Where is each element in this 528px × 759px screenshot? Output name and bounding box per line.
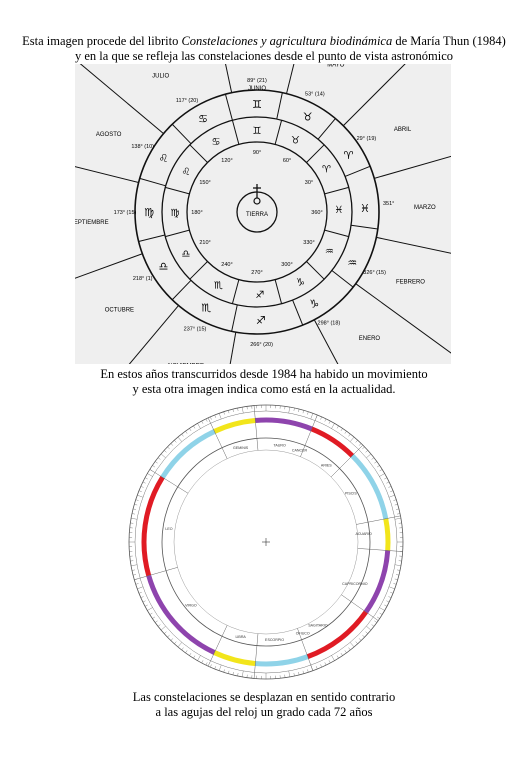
degree-tick	[348, 434, 350, 436]
degree-tick	[329, 660, 330, 663]
degree-tick	[362, 447, 364, 449]
degree-tick	[242, 671, 243, 677]
zodiac-glyph-inner: ♐	[255, 289, 265, 301]
degree-tick	[167, 447, 169, 449]
degree-tick	[337, 426, 339, 429]
sign-divider	[306, 145, 324, 163]
degree-tick	[131, 518, 137, 519]
element-arc-earth	[149, 576, 215, 653]
degree-tick	[303, 671, 304, 674]
degree-tick	[366, 454, 371, 458]
degree-tick	[198, 655, 201, 660]
outer-degree-label: 351°	[382, 200, 395, 207]
inner-degree-label: 60°	[282, 158, 292, 165]
degree-tick	[395, 565, 401, 566]
degree-tick	[341, 428, 343, 430]
earth-symbol	[254, 198, 260, 204]
degree-tick	[161, 454, 166, 458]
degree-tick	[395, 518, 401, 519]
constellation-label: LIBRA	[235, 635, 246, 640]
degree-tick	[132, 514, 135, 515]
degree-tick	[171, 638, 173, 640]
constellation-divider	[225, 94, 232, 120]
constellation-boundary	[356, 516, 400, 525]
degree-tick	[390, 491, 393, 492]
degree-tick	[133, 509, 136, 510]
degree-tick	[366, 626, 371, 630]
month-label: MARZO	[414, 205, 436, 212]
month-label: AGOSTO	[95, 132, 122, 139]
degree-tick	[359, 638, 361, 640]
zodiac-glyph: ♑	[309, 298, 320, 311]
caption-bottom	[0, 690, 528, 720]
degree-tick	[189, 653, 191, 655]
degree-tick	[202, 660, 203, 663]
degree-tick	[388, 597, 391, 598]
degree-tick	[321, 664, 322, 667]
degree-tick	[356, 440, 358, 442]
degree-tick	[224, 669, 225, 672]
zodiac-glyph-inner: ♉	[291, 135, 300, 147]
degree-tick	[164, 450, 166, 452]
zodiac-glyph-inner: ♌	[181, 167, 191, 178]
degree-tick	[174, 642, 176, 644]
zodiac-glyph: ♐	[255, 314, 266, 327]
degree-tick	[384, 478, 387, 479]
degree-tick	[395, 579, 398, 580]
degree-tick	[206, 419, 207, 422]
degree-tick	[141, 486, 144, 487]
zodiac-glyph-inner: ♊	[252, 126, 262, 137]
month-divider	[287, 64, 320, 94]
inner-degree-label: 360°	[311, 210, 323, 216]
sign-divider	[275, 280, 281, 304]
constellation-label: SAGITARIO	[308, 623, 328, 628]
sign-divider	[325, 230, 349, 236]
degree-tick	[294, 408, 295, 411]
month-divider	[203, 64, 232, 93]
degree-tick	[185, 431, 187, 433]
degree-tick	[219, 413, 221, 419]
zodiac-glyph: ♍	[144, 207, 154, 219]
degree-tick	[145, 478, 148, 479]
month-divider	[374, 140, 451, 178]
month-divider	[356, 284, 451, 364]
constellation-label: LEO	[165, 526, 173, 531]
outer-degree-label: 326° (15)	[363, 269, 386, 276]
degree-tick	[332, 655, 335, 660]
degree-tick	[366, 632, 368, 634]
constellation-divider	[277, 93, 283, 119]
current-constellation-wheel	[118, 402, 414, 682]
outer-degree-label: 89° (21)	[247, 78, 267, 84]
degree-tick	[345, 650, 347, 652]
constellation-label: ESCORPIO	[265, 638, 285, 643]
zodiac-glyph: ♈	[343, 149, 354, 162]
constellation-divider	[232, 305, 238, 331]
element-arc-water	[163, 431, 215, 477]
degree-tick	[171, 443, 173, 445]
degree-tick	[141, 597, 144, 598]
degree-tick	[380, 613, 383, 615]
zodiac-glyph: ♎	[158, 261, 169, 273]
book-title: Constelaciones y agricultura biodinámica	[181, 34, 393, 48]
degree-tick	[174, 440, 176, 442]
degree-tick	[139, 491, 142, 492]
degree-tick	[164, 632, 166, 634]
degree-tick	[210, 417, 211, 420]
constellation-label: OFIUCO	[295, 631, 310, 636]
zodiac-glyph: ♌	[158, 153, 169, 165]
element-arc-air	[386, 519, 388, 551]
degree-tick	[210, 664, 211, 667]
sign-divider	[165, 230, 189, 236]
degree-tick	[147, 474, 152, 477]
degree-tick	[182, 648, 184, 650]
degree-tick	[228, 410, 229, 413]
month-label: ENERO	[358, 335, 381, 342]
caption-bottom-line1: Las constelaciones se desplazan en sentido contrario	[132, 690, 396, 704]
degree-tick	[390, 592, 393, 593]
inner-degree-label: 330°	[303, 240, 315, 246]
caption-middle-line1: En estos años transcurridos desde 1984 ha habido un movimiento	[100, 367, 428, 381]
degree-tick	[145, 605, 148, 606]
zodiac-glyph: ♋	[198, 113, 208, 126]
zodiac-glyph-inner: ♓	[334, 205, 344, 217]
degree-tick	[384, 605, 387, 606]
degree-tick	[311, 413, 313, 419]
degree-tick	[377, 465, 379, 467]
constellation-label: GEMINIS	[233, 445, 249, 450]
degree-tick	[182, 434, 184, 436]
element-arc-water	[255, 657, 307, 664]
sign-divider	[232, 280, 238, 304]
element-arc-earth	[255, 420, 311, 429]
degree-tick	[137, 587, 143, 589]
degree-tick	[233, 672, 234, 675]
degree-tick	[379, 608, 384, 611]
constellation-divider	[332, 270, 353, 287]
month-divider	[75, 149, 139, 182]
month-label: OCTUBRE	[104, 307, 135, 314]
constellation-label: ACUARIO	[355, 531, 372, 536]
constellation-divider	[172, 124, 191, 143]
zodiac-glyph-inner: ♎	[181, 249, 191, 260]
constellation-label: VIRGO	[185, 603, 197, 608]
degree-tick	[206, 662, 207, 665]
constellation-label: CAPRICORNIO	[342, 581, 368, 586]
degree-tick	[388, 486, 391, 487]
element-arc-air	[214, 420, 255, 431]
degree-tick	[219, 665, 221, 671]
month-divider	[75, 64, 164, 134]
degree-tick	[325, 662, 326, 665]
constellation-boundary	[254, 406, 258, 451]
degree-tick	[325, 419, 326, 422]
inner-degree-label: 300°	[281, 261, 293, 268]
degree-tick	[374, 621, 376, 623]
degree-tick	[193, 426, 195, 429]
caption-bottom-line2: a las agujas del reloj un grado cada 72 años	[155, 705, 373, 719]
degree-tick	[167, 635, 169, 637]
zodiac-glyph-inner: ♑	[295, 277, 305, 289]
caption-top-suffix: de María Thun (1984)	[392, 34, 506, 48]
degree-tick	[377, 617, 379, 619]
degree-tick	[298, 672, 299, 675]
degree-tick	[316, 666, 317, 669]
inner-degree-label: 30°	[304, 180, 314, 186]
degree-tick	[303, 410, 304, 413]
outer-degree-label: 298° (18)	[317, 320, 341, 327]
degree-tick	[131, 565, 137, 566]
constellation-divider	[140, 178, 166, 185]
degree-tick	[393, 583, 396, 584]
degree-tick	[158, 458, 160, 460]
degree-tick	[178, 437, 182, 442]
thun-zodiac-diagram	[75, 64, 451, 364]
degree-tick	[189, 428, 191, 430]
month-label	[168, 363, 204, 364]
inner-degree-label: 150°	[199, 180, 211, 186]
degree-tick	[198, 423, 201, 428]
zodiac-glyph-inner: ♋	[211, 136, 221, 148]
degree-tick	[307, 669, 308, 672]
degree-tick	[345, 431, 347, 433]
degree-tick	[215, 415, 216, 418]
outer-degree-label: 237° (15)	[183, 326, 207, 333]
degree-tick	[155, 621, 157, 623]
degree-tick	[137, 495, 143, 497]
degree-tick	[359, 443, 361, 445]
sign-divider	[190, 145, 208, 163]
degree-tick	[228, 671, 229, 674]
constellation-label: ARIES	[320, 463, 332, 468]
constellation-boundary	[134, 567, 177, 579]
degree-tick	[386, 601, 389, 602]
constellation-label: PISCIS	[344, 491, 357, 496]
degree-tick	[389, 587, 395, 589]
element-arc-water	[352, 456, 385, 519]
degree-tick	[185, 650, 187, 652]
constellation-divider	[172, 280, 191, 299]
inner-degree-label: 270°	[251, 270, 263, 276]
month-divider	[343, 64, 441, 126]
outer-degree-label: 218° (1)	[132, 276, 153, 282]
degree-tick	[178, 642, 182, 647]
degree-tick	[150, 613, 153, 615]
zodiac-glyph-inner: ♒	[324, 246, 334, 258]
degree-tick	[366, 450, 368, 452]
zodiac-glyph: ♏	[201, 302, 212, 315]
degree-tick	[132, 570, 135, 571]
caption-middle	[0, 367, 528, 397]
degree-tick	[356, 642, 358, 644]
degree-tick	[332, 423, 335, 428]
element-arc-air	[214, 653, 255, 664]
caption-top-prefix: Esta imagen procede del librito	[22, 34, 182, 48]
degree-tick	[152, 465, 154, 467]
degree-tick	[341, 653, 343, 655]
zodiac-glyph: ♊	[252, 99, 262, 111]
month-label: FEBRERO	[395, 279, 425, 286]
degree-tick	[395, 504, 398, 505]
degree-tick	[386, 482, 389, 483]
sign-divider	[165, 187, 189, 193]
element-arc-fire	[144, 477, 163, 575]
degree-tick	[134, 504, 137, 505]
degree-tick	[136, 583, 139, 584]
degree-tick	[397, 514, 400, 515]
current-constellation-wheel-figure	[118, 402, 414, 682]
degree-tick	[215, 666, 216, 669]
zodiac-glyph: ♒	[347, 257, 358, 270]
degree-tick	[155, 461, 157, 463]
degree-tick	[289, 671, 290, 677]
outer-degree-label: 53° (14)	[305, 91, 325, 98]
month-label: JULIO	[152, 73, 170, 80]
degree-tick	[143, 482, 146, 483]
sign-divider	[190, 261, 208, 279]
zodiac-glyph-inner: ♍	[170, 208, 180, 219]
degree-tick	[193, 656, 195, 659]
caption-middle-line2: y esta otra imagen indica como está en la actualidad.	[132, 382, 396, 396]
degree-tick	[238, 408, 239, 411]
outer-degree-label: 173° (15)	[113, 210, 137, 216]
degree-tick	[139, 592, 142, 593]
degree-tick	[152, 617, 154, 619]
degree-tick	[136, 500, 139, 501]
constellation-divider	[293, 300, 303, 325]
degree-tick	[350, 642, 354, 647]
constellation-label: CANCER	[291, 448, 308, 453]
degree-tick	[147, 608, 152, 611]
inner-degree-label: 180°	[191, 210, 203, 216]
outer-degree-label: 266° (20)	[250, 341, 273, 348]
degree-tick	[379, 474, 384, 477]
outer-degree-label: 138° (10)	[131, 144, 155, 150]
month-label: MAYO	[327, 64, 345, 69]
degree-tick	[238, 673, 239, 676]
month-label: ABRIL	[393, 127, 412, 133]
degree-tick	[143, 601, 146, 602]
sign-divider	[232, 120, 238, 144]
outer-degree-label: 117° (20)	[175, 98, 199, 105]
degree-tick	[396, 574, 399, 575]
inner-degree-label: 90°	[252, 150, 262, 156]
constellation-boundary	[208, 625, 227, 666]
constellation-boundary	[208, 418, 227, 459]
degree-tick	[362, 635, 364, 637]
month-label: EPTIEMBRE	[75, 219, 109, 226]
degree-tick	[396, 509, 399, 510]
degree-tick	[389, 495, 395, 497]
degree-tick	[307, 412, 308, 415]
degree-tick	[233, 409, 234, 412]
outer-degree-label: 29° (19)	[356, 136, 377, 143]
constellation-boundary	[358, 548, 403, 551]
sign-divider	[275, 120, 281, 144]
caption-top	[0, 34, 528, 64]
month-divider	[212, 332, 236, 364]
degree-tick	[372, 624, 374, 626]
constellation-label: TAURO	[273, 443, 286, 448]
degree-tick	[133, 574, 136, 575]
zodiac-glyph: ♓	[359, 203, 370, 216]
sign-divider	[325, 187, 349, 193]
zodiac-glyph: ♉	[302, 111, 313, 124]
degree-tick	[393, 500, 396, 501]
element-arc-earth	[366, 551, 388, 612]
degree-tick	[348, 648, 350, 650]
degree-tick	[289, 407, 290, 413]
constellation-boundary	[254, 634, 258, 679]
sign-divider	[306, 261, 324, 279]
constellation-divider	[345, 166, 370, 176]
month-label: JUNIO	[248, 86, 266, 92]
degree-tick	[202, 421, 203, 424]
thun-zodiac-figure	[75, 64, 451, 364]
constellation-divider	[139, 235, 165, 242]
inner-degree-label: 210°	[199, 240, 211, 246]
degree-tick	[397, 570, 400, 571]
degree-tick	[294, 673, 295, 676]
degree-tick	[298, 409, 299, 412]
degree-tick	[321, 417, 322, 420]
constellation-divider	[318, 119, 335, 140]
zodiac-glyph-inner: ♈	[322, 164, 332, 176]
month-divider	[90, 305, 179, 364]
constellation-divider	[351, 225, 378, 229]
degree-tick	[158, 624, 160, 626]
month-divider	[376, 237, 451, 266]
degree-tick	[161, 626, 166, 630]
caption-top-line2: y en la que se refleja las constelaciones desde el punto de vista astronómico	[75, 49, 453, 63]
degree-tick	[372, 458, 374, 460]
inner-degree-label: 120°	[221, 158, 233, 165]
degree-tick	[242, 407, 243, 413]
inner-degree-label: 240°	[221, 261, 233, 268]
degree-tick	[374, 461, 376, 463]
degree-tick	[350, 437, 354, 442]
earth-label: TIERRA	[245, 212, 269, 218]
degree-tick	[337, 656, 339, 659]
degree-tick	[380, 469, 383, 471]
degree-tick	[329, 421, 330, 424]
degree-tick	[224, 412, 225, 415]
zodiac-glyph-inner: ♏	[214, 280, 223, 292]
